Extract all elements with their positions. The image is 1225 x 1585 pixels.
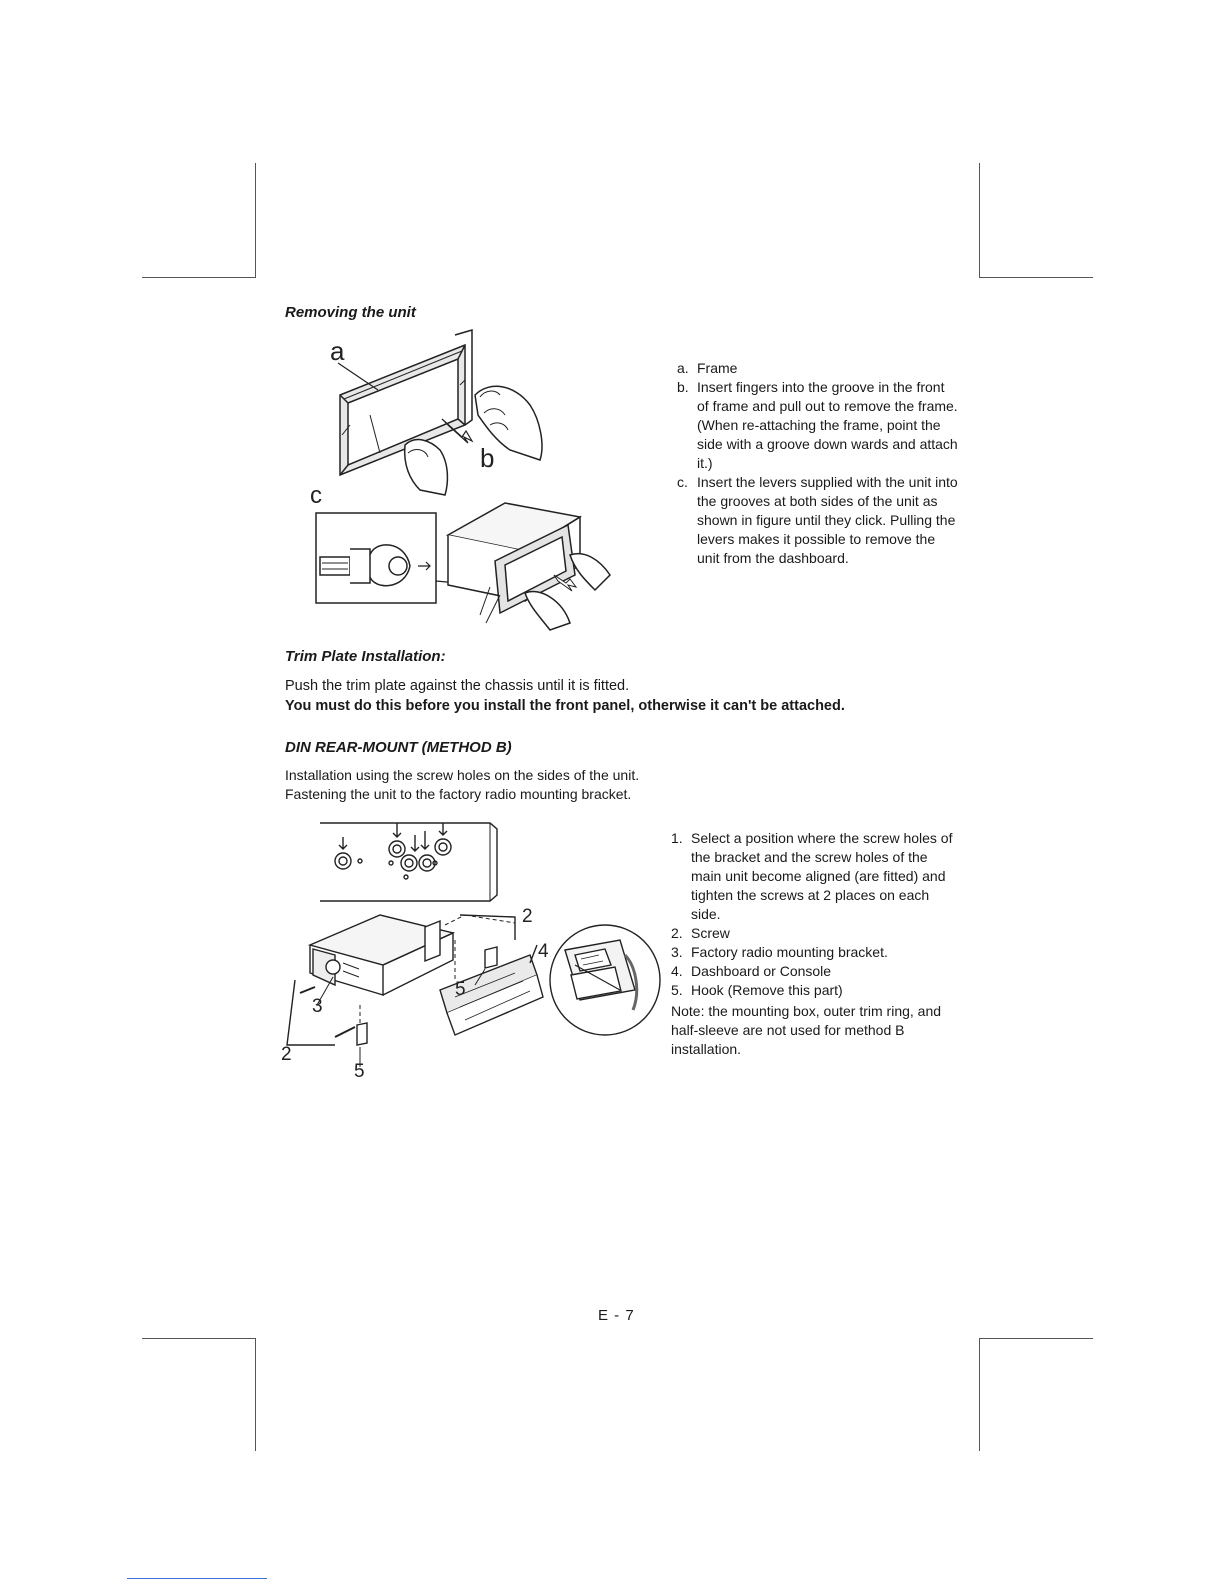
list-text: Factory radio mounting bracket. [691, 944, 888, 960]
page-number: E - 7 [598, 1307, 635, 1324]
bottom-link-line [127, 1578, 267, 1579]
list-marker: 3. [671, 944, 683, 960]
label-b: b [480, 443, 495, 473]
label-c: c [310, 482, 322, 509]
list-marker: 1. [671, 830, 683, 846]
list-marker: b. [677, 379, 689, 395]
rear-mount-illustration [275, 815, 665, 1085]
din-line-2: Fastening the unit to the factory radio mounting bracket. [285, 786, 632, 802]
removing-heading: Removing the unit [285, 304, 416, 321]
label-5-bottom: 5 [354, 1061, 365, 1082]
label-a: a [330, 336, 345, 366]
trim-line-2: You must do this before you install the front panel, otherwise it can't be attached. [285, 698, 845, 714]
label-5-top: 5 [455, 979, 466, 1000]
crop-mark [979, 163, 980, 278]
list-text: Insert fingers into the groove in the front of frame and pull out to remove the frame. (When re-attaching the frame, point the side with a groove down wards and attach it.) [697, 379, 958, 471]
crop-mark [255, 163, 256, 278]
label-3: 3 [312, 996, 323, 1017]
rear-mount-note: Note: the mounting box, outer trim ring, and half-sleeve are not used for method B installation. [671, 1003, 942, 1057]
list-text: Insert the levers supplied with the unit into the grooves at both sides of the unit as shown in figure until they click. Pulling the levers makes it possible to remove the unit from the dashboard. [697, 474, 958, 566]
list-marker: 5. [671, 982, 683, 998]
list-text: Screw [691, 925, 730, 941]
label-4: 4 [538, 941, 549, 962]
din-heading: DIN REAR-MOUNT (METHOD B) [285, 739, 512, 756]
list-item [677, 473, 959, 568]
list-marker: 4. [671, 963, 683, 979]
crop-mark [979, 1338, 980, 1451]
crop-mark [255, 1338, 256, 1451]
list-text: Dashboard or Console [691, 963, 832, 979]
list-item [671, 943, 953, 962]
list-item [677, 378, 959, 473]
crop-mark [979, 1338, 1093, 1339]
list-item [671, 924, 953, 943]
label-2-top: 2 [522, 906, 533, 927]
rear-mount-list [671, 829, 953, 1000]
list-marker: a. [677, 360, 689, 376]
rear-mount-steps [671, 829, 953, 1059]
list-item [677, 359, 959, 378]
removing-steps [677, 359, 959, 568]
list-marker: 2. [671, 925, 683, 941]
list-marker: c. [677, 474, 688, 490]
crop-mark [142, 1338, 256, 1339]
list-text: Frame [697, 360, 738, 376]
trim-line-1: Push the trim plate against the chassis until it is fitted. [285, 678, 630, 694]
label-2-bottom: 2 [281, 1044, 292, 1065]
list-text: Select a position where the screw holes of the bracket and the screw holes of the main unit become aligned (are fitted) and tighten the screws at 2 places on each side. [691, 830, 953, 922]
list-item [671, 829, 953, 924]
crop-mark [979, 277, 1093, 278]
list-text: Hook (Remove this part) [691, 982, 843, 998]
din-line-1: Installation using the screw holes on the sides of the unit. [285, 767, 640, 783]
trim-heading: Trim Plate Installation: [285, 648, 446, 665]
crop-mark [142, 277, 256, 278]
removing-unit-illustration [300, 325, 640, 640]
list-item [671, 981, 953, 1000]
removing-list [677, 359, 959, 568]
list-item [671, 962, 953, 981]
